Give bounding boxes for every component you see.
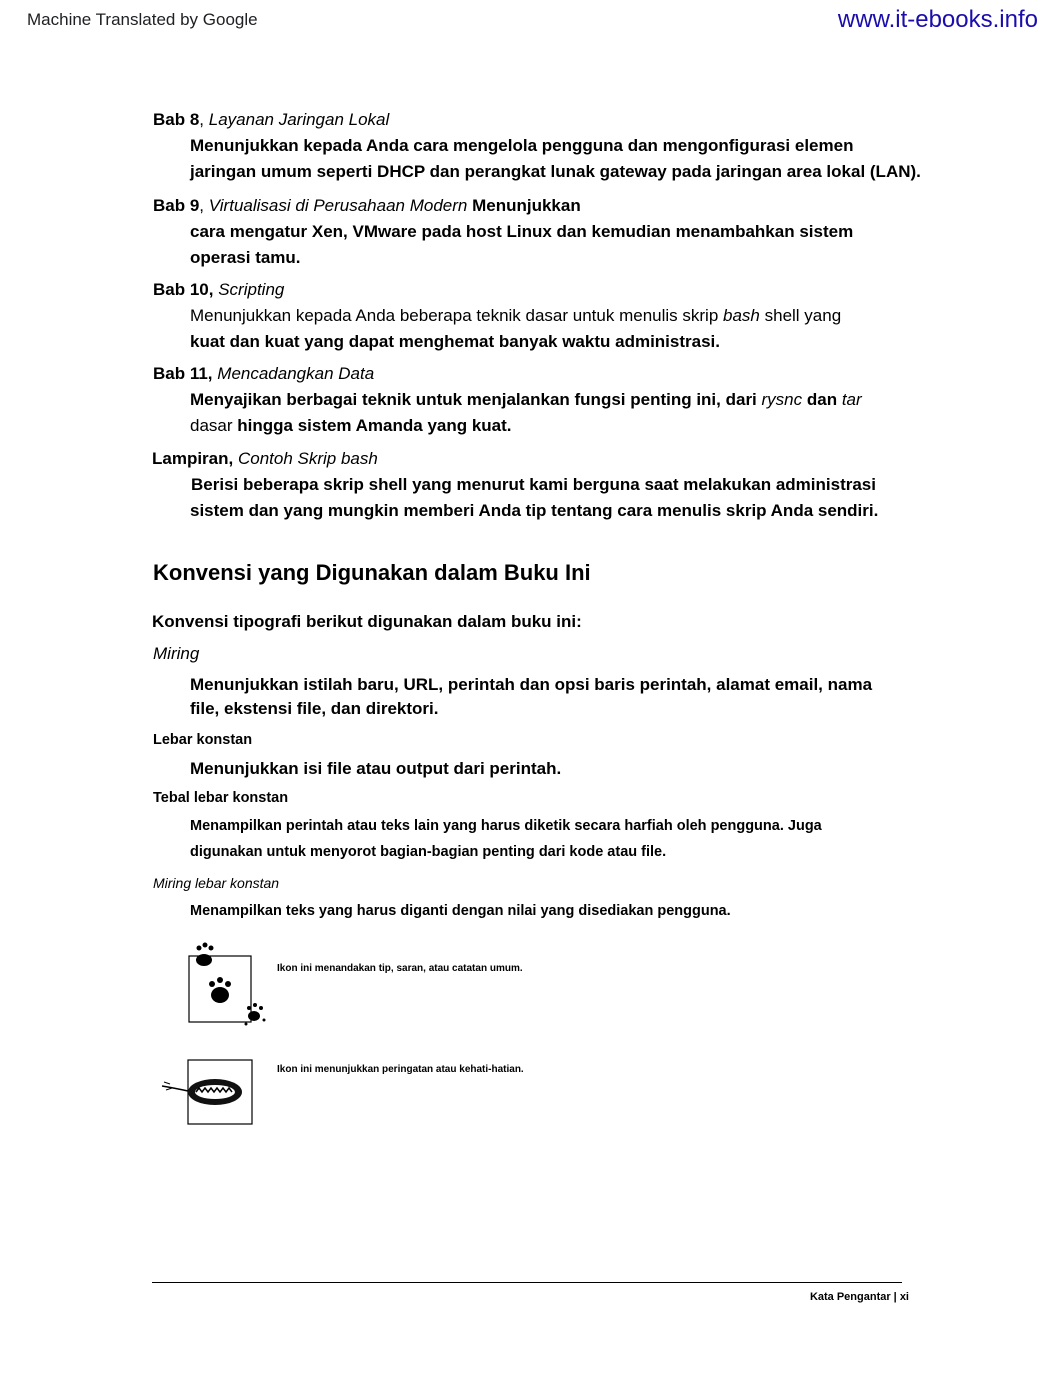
chapter-11-desc-line-1 bbox=[190, 390, 862, 410]
appendix-heading bbox=[152, 449, 378, 469]
conventions-intro: Konvensi tipografi berikut digunakan dalam buku ini: bbox=[152, 612, 582, 631]
desc-text: dan bbox=[802, 390, 842, 409]
section-heading: Konvensi yang Digunakan dalam Buku Ini bbox=[153, 560, 591, 585]
chapter-label: Lampiran, bbox=[152, 449, 234, 468]
desc-text: shell yang bbox=[759, 306, 842, 325]
chapter-10-desc-line-2: kuat dan kuat yang dapat menghemat banyak waktu administrasi. bbox=[190, 332, 720, 351]
desc-italic: bash bbox=[723, 306, 760, 325]
chapter-separator: , bbox=[199, 196, 209, 215]
convention-desc-line: Menunjukkan isi file atau output dari perintah. bbox=[190, 759, 562, 778]
chapter-title: Virtualisasi di Perusahaan Modern bbox=[208, 196, 468, 215]
chapter-title: Layanan Jaringan Lokal bbox=[208, 110, 390, 129]
footer-rule bbox=[152, 1282, 902, 1283]
machine-translated-label: Machine Translated by Google bbox=[27, 10, 258, 29]
convention-desc-line: Menampilkan perintah atau teks lain yang harus diketik secara harfiah oleh pengguna. Juga bbox=[190, 818, 822, 834]
chapter-9-desc-line-1: cara mengatur Xen, VMware pada host Linux dan kemudian menambahkan sistem bbox=[190, 222, 854, 241]
chapter-9-heading bbox=[153, 196, 581, 216]
chapter-label: Bab 9 bbox=[153, 196, 200, 215]
page-footer: Kata Pengantar | xi bbox=[809, 1291, 909, 1303]
appendix-desc-line-1: Berisi beberapa skrip shell yang menurut kami berguna saat melakukan administrasi bbox=[191, 475, 876, 494]
chapter-8-desc-line-1: Menunjukkan kepada Anda cara mengelola pengguna dan mengonfigurasi elemen bbox=[190, 136, 854, 155]
desc-italic: tar bbox=[841, 390, 862, 409]
desc-text: Menunjukkan kepada Anda beberapa teknik dasar untuk menulis skrip bbox=[190, 306, 724, 325]
chapter-11-desc-line-2 bbox=[190, 416, 512, 436]
tip-note: Ikon ini menandakan tip, saran, atau catatan umum. bbox=[277, 963, 523, 974]
convention-desc-line: Menunjukkan istilah baru, URL, perintah dan opsi baris perintah, alamat email, nama bbox=[190, 675, 873, 694]
warning-icon bbox=[160, 1058, 256, 1128]
convention-desc-line: Menampilkan teks yang harus diganti dengan nilai yang disediakan pengguna. bbox=[190, 903, 731, 919]
desc-italic: rysnc bbox=[761, 390, 803, 409]
site-link[interactable]: www.it-ebooks.info bbox=[837, 6, 1038, 33]
desc-bold: hingga sistem Amanda yang kuat. bbox=[237, 416, 512, 435]
chapter-title: Contoh Skrip bash bbox=[237, 449, 378, 468]
chapter-8-heading bbox=[153, 110, 389, 130]
chapter-label: Bab 10, bbox=[153, 280, 214, 299]
convention-desc-line: file, ekstensi file, dan direktori. bbox=[190, 699, 439, 718]
convention-desc-line: digunakan untuk menyorot bagian-bagian penting dari kode atau file. bbox=[190, 844, 667, 860]
chapter-label: Bab 11, bbox=[153, 364, 213, 383]
convention-term-italic: Miring bbox=[153, 644, 200, 663]
convention-term-constant-italic: Miring lebar konstan bbox=[153, 875, 280, 891]
convention-term-constant-width: Lebar konstan bbox=[153, 732, 253, 748]
tip-icon bbox=[186, 938, 276, 1030]
chapter-title: Mencadangkan Data bbox=[217, 364, 375, 383]
chapter-title: Scripting bbox=[218, 280, 285, 299]
chapter-11-heading bbox=[153, 364, 374, 384]
chapter-title-suffix: Menunjukkan bbox=[467, 196, 581, 215]
chapter-10-desc-line-1 bbox=[190, 306, 841, 326]
convention-term-constant-bold: Tebal lebar konstan bbox=[153, 790, 289, 806]
chapter-label: Bab 8 bbox=[153, 110, 200, 129]
desc-text: dasar bbox=[190, 416, 238, 435]
chapter-9-desc-line-2: operasi tamu. bbox=[190, 248, 301, 267]
appendix-desc-line-2: sistem dan yang mungkin memberi Anda tip tentang cara menulis skrip Anda sendiri. bbox=[190, 501, 879, 520]
desc-text: Menyajikan berbagai teknik untuk menjalankan fungsi penting ini, dari bbox=[190, 390, 762, 409]
chapter-10-heading bbox=[153, 280, 284, 300]
chapter-8-desc-line-2: jaringan umum seperti DHCP dan perangkat lunak gateway pada jaringan area lokal (LAN). bbox=[190, 162, 921, 181]
chapter-separator: , bbox=[199, 110, 209, 129]
warning-note: Ikon ini menunjukkan peringatan atau kehati-hatian. bbox=[277, 1064, 524, 1075]
